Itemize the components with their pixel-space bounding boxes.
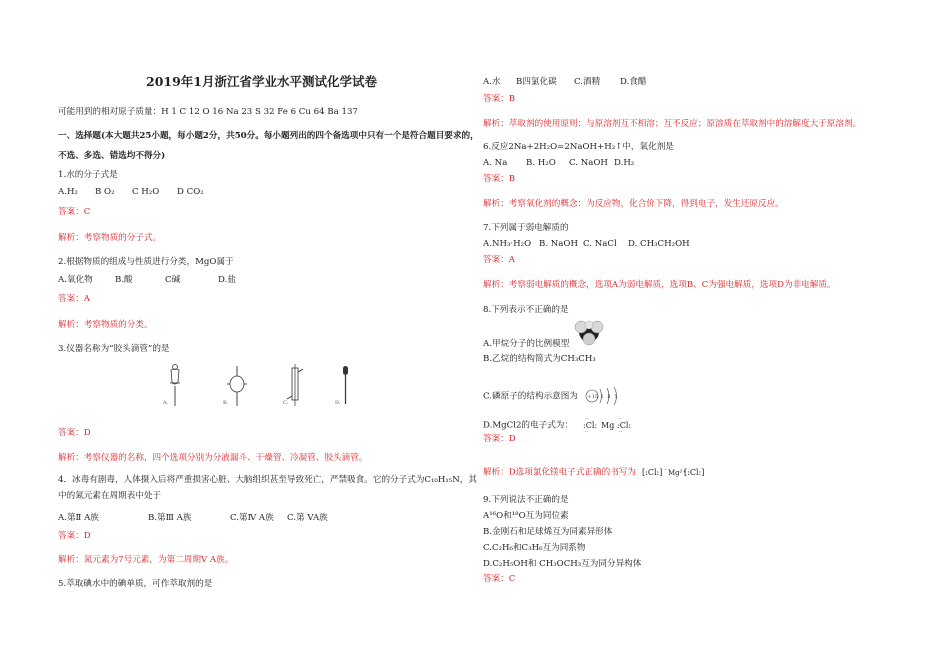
q7-option-c: C. NaCl xyxy=(583,239,617,249)
q8-option-a: A.甲烷分子的比例模型 xyxy=(483,339,570,349)
q2-option-a: A.氧化物 xyxy=(58,275,93,285)
q5-stem: 5.萃取碘水中的碘单质，可作萃取剂的是 xyxy=(58,579,213,589)
q1-option-c: C H₂O xyxy=(132,187,160,197)
q6-option-a: A. Na xyxy=(483,158,508,168)
svg-text::Cl:: :Cl: xyxy=(616,421,631,430)
q1-options xyxy=(58,186,204,198)
q9-option-c: C.C₂H₆和C₃H₆互为同系物 xyxy=(483,543,586,553)
q1-option-a: A.H₂ xyxy=(58,187,78,197)
svg-text:[:Cl:]: [:Cl:] xyxy=(683,468,704,477)
q8-option-c: C.磷原子的结构示意图为 xyxy=(483,391,578,402)
q6-options xyxy=(483,157,634,169)
q2-option-b: B.酸 xyxy=(115,275,133,285)
q5-options xyxy=(483,76,647,88)
q6-option-d: D.H₂ xyxy=(614,158,635,168)
q5-option-d: D.食醋 xyxy=(620,77,647,87)
q8-answer: 答案：D xyxy=(483,434,516,444)
q2-option-d: D.盐 xyxy=(218,275,236,285)
q4-stem-line-1: 4．冰毒有剧毒，人体摄入后将严重损害心脏、大脑组织甚至导致死亡，严禁吸食。它的分子式为C₁₀H₁₅N，其 xyxy=(58,475,477,485)
q3-label-b: B. xyxy=(223,400,229,406)
svg-text:5: 5 xyxy=(614,395,618,400)
q2-analysis: 解析：考察物质的分类。 xyxy=(58,320,153,330)
q7-options xyxy=(483,238,690,250)
svg-text:Mg: Mg xyxy=(600,421,615,430)
q6-stem: 6.反应2Na+2H₂O=2NaOH+H₂↑中，氧化剂是 xyxy=(483,142,674,152)
svg-text:+15: +15 xyxy=(587,394,598,400)
q4-option-c: C.第Ⅳ A族 xyxy=(230,513,274,523)
phosphorus-atom-diagram-icon xyxy=(584,385,622,407)
svg-text::Cl:: :Cl: xyxy=(582,421,597,430)
mgcl2-wrong-electron-formula-icon xyxy=(579,416,639,434)
q3-label-c: C. xyxy=(283,400,289,406)
q9-answer: 答案：C xyxy=(483,574,516,584)
q7-analysis: 解析：考察弱电解质的概念，选项A为弱电解质，选项B、C为强电解质，选项D为非电解质。 xyxy=(483,280,836,290)
q4-answer: 答案：D xyxy=(58,531,91,541)
q8-analysis-line xyxy=(483,464,704,480)
q8-option-d-line xyxy=(483,416,639,434)
drying-tube-icon xyxy=(227,366,247,406)
q3-analysis: 解析：考察仪器的名称，四个选项分别为分液漏斗、干燥管、冷凝管、胶头滴管。 xyxy=(58,453,368,463)
q9-option-d: D.C₂H₅OH和 CH₃OCH₃互为同分异构体 xyxy=(483,559,642,569)
q5-option-a: A.水 xyxy=(483,77,501,87)
svg-text:··: ·· xyxy=(584,416,588,422)
q4-option-d: C.第 VA族 xyxy=(287,513,328,523)
q2-options xyxy=(58,274,236,286)
mgcl2-correct-electron-formula-icon xyxy=(642,464,704,480)
q3-stem: 3.仪器名称为“胶头滴管”的是 xyxy=(58,344,170,354)
svg-text:8: 8 xyxy=(607,395,611,400)
q8-option-b: B.乙烷的结构简式为CH₃CH₃ xyxy=(483,354,596,364)
exam-title: 2019年1月浙江省学业水平测试化学试卷 xyxy=(146,74,377,89)
q3-answer: 答案：D xyxy=(58,428,91,438)
q3-label-a: A. xyxy=(163,400,169,406)
q8-stem: 8.下列表示不正确的是 xyxy=(483,305,569,315)
q5-option-b: B四氯化碳 xyxy=(516,77,557,87)
q2-option-c: C碱 xyxy=(165,275,181,285)
svg-text:··: ·· xyxy=(618,416,622,422)
methane-model-icon xyxy=(571,318,607,346)
q1-analysis: 解析：考察物质的分子式。 xyxy=(58,233,162,243)
q3-label-d: D. xyxy=(335,400,341,406)
q8-analysis: 解析：D选项氯化镁电子式正确的书写为 xyxy=(483,467,636,478)
q9-stem: 9.下列说法不正确的是 xyxy=(483,495,569,505)
svg-text:··: ·· xyxy=(618,429,622,434)
q9-option-b: B.金刚石和足球烯互为同素异形体 xyxy=(483,527,613,537)
atomic-masses-line: 可能用到的相对原子质量：H 1 C 12 O 16 Na 23 S 32 Fe 6 Cu 64 Ba 137 xyxy=(58,107,358,117)
q7-option-d: D. CH₃CH₂OH xyxy=(628,239,690,249)
q7-option-a: A.NH₃·H₂O xyxy=(483,239,532,249)
svg-text:Mg²⁺: Mg²⁺ xyxy=(667,469,686,477)
q1-option-b: B O₂ xyxy=(95,187,115,197)
q2-stem: 2.根据物质的组成与性质进行分类，MgO属于 xyxy=(58,257,234,267)
dropper-icon xyxy=(343,366,348,404)
q6-answer: 答案：B xyxy=(483,174,516,184)
q4-option-b: B.第Ⅲ A族 xyxy=(148,513,192,523)
q3-instruments-figure xyxy=(161,362,361,410)
q2-answer: 答案：A xyxy=(58,294,90,304)
q7-stem: 7.下列属于弱电解质的 xyxy=(483,223,569,233)
q4-option-a: A.第Ⅱ A族 xyxy=(58,513,99,523)
separatory-funnel-icon xyxy=(170,365,180,407)
q5-analysis: 解析：萃取剂的使用原则：与原溶剂互不相溶；互不反应；原溶质在萃取剂中的溶解度大于原溶剂。 xyxy=(483,119,862,129)
svg-text:⁻: ⁻ xyxy=(663,468,667,475)
condenser-icon xyxy=(287,364,303,406)
section-instructions-line-1: 一、选择题(本大题共25小题，每小题2分，共50分。每小题列出的四个备选项中只有一个是符合题目要求的， xyxy=(58,131,479,141)
q8-option-c-line xyxy=(483,385,622,407)
q4-analysis: 解析：氮元素为7号元素，为第二周期Ⅴ A族。 xyxy=(58,555,234,565)
q1-option-d: D CO₂ xyxy=(177,187,204,197)
svg-text:[:Cl:]: [:Cl:] xyxy=(641,468,663,477)
q6-option-c: C. NaOH xyxy=(569,158,608,168)
svg-text:··: ·· xyxy=(584,429,588,434)
q5-answer: 答案：B xyxy=(483,94,516,104)
q7-option-b: B. NaOH xyxy=(539,239,578,249)
q6-option-b: B. H₂O xyxy=(526,158,556,168)
q5-option-c: C.酒精 xyxy=(574,77,601,87)
q4-stem-line-2: 中的氮元素在周期表中处于 xyxy=(58,491,162,501)
q4-options xyxy=(58,512,328,524)
q8-option-d: D.MgCl2的电子式为： xyxy=(483,420,573,431)
q6-analysis: 解析：考察氧化剂的概念：为反应物，化合价下降，得到电子，发生还原反应。 xyxy=(483,199,784,209)
svg-text:2: 2 xyxy=(600,395,604,400)
q1-answer: 答案：C xyxy=(58,207,91,217)
q1-stem: 1.水的分子式是 xyxy=(58,170,118,180)
section-instructions-line-2: 不选、多选、错选均不得分) xyxy=(58,151,166,161)
q7-answer: 答案：A xyxy=(483,255,515,265)
q9-option-a: A¹⁶O和¹⁸O互为同位素 xyxy=(483,511,569,521)
